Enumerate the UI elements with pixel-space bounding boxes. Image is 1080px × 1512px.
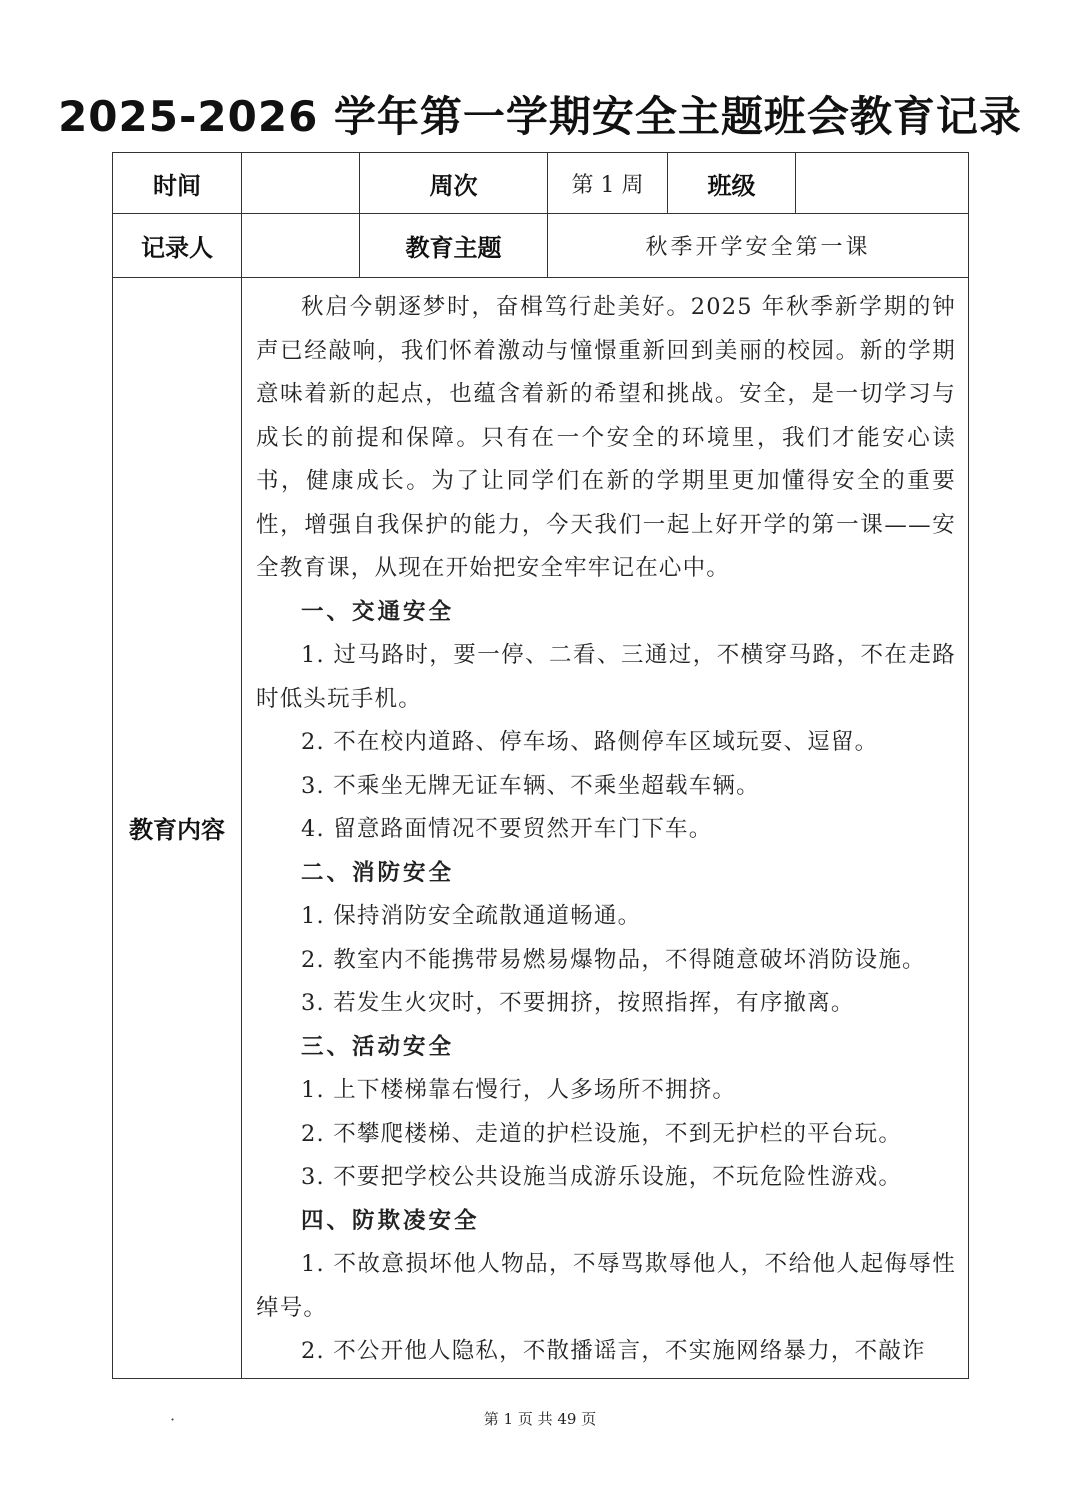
section-heading: 三、活动安全 xyxy=(301,1033,455,1060)
class-value xyxy=(796,153,969,214)
section-item: 2. 不在校内道路、停车场、路侧停车区域玩耍、逗留。 xyxy=(301,729,879,755)
week-value: 第 1 周 xyxy=(548,153,668,214)
class-label: 班级 xyxy=(668,153,796,214)
section-item: 2. 教室内不能携带易燃易爆物品，不得随意破坏消防设施。 xyxy=(301,946,926,973)
recorder-label: 记录人 xyxy=(113,214,242,278)
section-item: 1. 过马路时，要一停、二看、三通过，不横穿马路，不在走路时低头玩手机。 xyxy=(256,642,956,712)
section-item: 2. 不攀爬楼梯、走道的护栏设施，不到无护栏的平台玩。 xyxy=(301,1120,903,1147)
topic-value: 秋季开学安全第一课 xyxy=(548,214,969,278)
section-heading: 一、交通安全 xyxy=(301,598,455,625)
intro-paragraph: 秋启今朝逐梦时，奋楫笃行赴美好。2025 年秋季新学期的钟声已经敲响，我们怀着激动与憧憬重新回到美丽的校园。新的学期意味着新的起点，也蕴含着新的希望和挑战。安全，是一切学习与成长的前提和保障。只有在一个安全的环境里，我们才能安心读书，健康成长。为了让同学们在新的学期里更加懂得安全的重要性，增强自我保护的能力，今天我们一起上好开学的第一课——安全教育课，从现在开始把安全牢牢记在心中。 xyxy=(256,294,956,581)
content-row xyxy=(113,278,969,1379)
section-heading: 四、防欺凌安全 xyxy=(301,1207,480,1234)
info-row-2 xyxy=(113,214,969,278)
section-item: 3. 不要把学校公共设施当成游乐设施，不玩危险性游戏。 xyxy=(301,1164,903,1190)
content-cell xyxy=(242,278,969,1379)
section-item: 3. 若发生火灾时，不要拥挤，按照指挥，有序撤离。 xyxy=(301,990,855,1016)
document-title: 2025-2026 学年第一学期安全主题班会教育记录 xyxy=(58,92,1022,141)
info-row-1 xyxy=(113,153,969,214)
time-value xyxy=(242,153,360,214)
section-item: 1. 不故意损坏他人物品，不辱骂欺辱他人，不给他人起侮辱性绰号。 xyxy=(256,1251,956,1321)
footer-dot: · xyxy=(170,1410,176,1429)
record-table xyxy=(112,152,969,1379)
page-footer: 第 1 页 共 49 页 xyxy=(483,1410,597,1428)
section-item: 2. 不公开他人隐私，不散播谣言，不实施网络暴力，不敲诈 xyxy=(301,1338,926,1364)
time-label: 时间 xyxy=(113,153,242,214)
content-label: 教育内容 xyxy=(113,278,242,1379)
section-item: 4. 留意路面情况不要贸然开车门下车。 xyxy=(301,816,713,842)
section-heading: 二、消防安全 xyxy=(301,859,455,886)
section-item: 1. 保持消防安全疏散通道畅通。 xyxy=(301,903,642,929)
recorder-value xyxy=(242,214,360,278)
section-item: 1. 上下楼梯靠右慢行，人多场所不拥挤。 xyxy=(301,1077,737,1103)
content-body xyxy=(256,286,956,1374)
week-label: 周次 xyxy=(360,153,548,214)
topic-label: 教育主题 xyxy=(360,214,548,278)
section-item: 3. 不乘坐无牌无证车辆、不乘坐超载车辆。 xyxy=(301,772,760,799)
